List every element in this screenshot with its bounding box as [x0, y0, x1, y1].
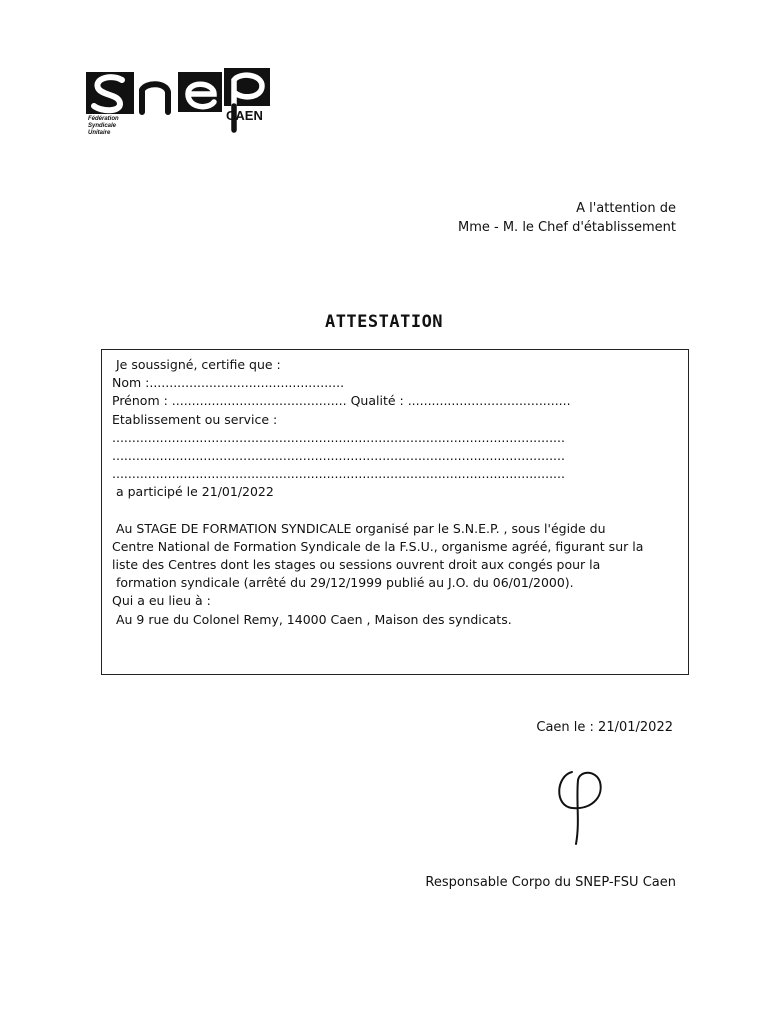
form-nom-field: Nom :.................................................	[112, 375, 345, 391]
form-dots-line: ..................................................................................................................	[112, 466, 565, 482]
logo-location: CAEN	[226, 108, 263, 123]
document-title: ATTESTATION	[324, 312, 444, 332]
form-paragraph-line: liste des Centres dont les stages ou sessions ouvrent droit aux congés pour la	[112, 557, 601, 573]
form-paragraph-line: Au 9 rue du Colonel Remy, 14000 Caen , Maison des syndicats.	[112, 611, 512, 627]
signature-drawing	[546, 762, 616, 852]
logo-caption	[88, 116, 119, 137]
form-intro: Je soussigné, certifie que :	[112, 357, 281, 372]
addressee-line-2: Mme - M. le Chef d'établissement	[458, 220, 676, 235]
form-paragraph-line: Au STAGE DE FORMATION SYNDICALE organisé par le S.N.E.P. , sous l'égide du	[112, 520, 606, 536]
form-date-line: a participé le 21/01/2022	[112, 484, 274, 500]
signer-title: Responsable Corpo du SNEP-FSU Caen	[425, 875, 676, 890]
form-etablissement-label: Etablissement ou service :	[112, 411, 278, 427]
form-prenom-qualite-field: Prénom : ............................................ Qualité : .........................................	[112, 393, 571, 409]
logo-caption-line: Syndicale	[88, 123, 117, 129]
place-date: Caen le : 21/01/2022	[536, 720, 673, 735]
form-spacer	[112, 502, 678, 520]
form-dots-line: ..................................................................................................................	[112, 429, 565, 445]
logo-caption-line: Fédération	[88, 116, 119, 122]
form-paragraph-line: formation syndicale (arrêté du 29/12/1999 publié au J.O. du 06/01/2000).	[112, 575, 574, 591]
attestation-form-box	[101, 349, 689, 675]
handwritten-signature	[546, 762, 616, 852]
form-paragraph-line: Qui a eu lieu à :	[112, 593, 211, 609]
form-dots-line: ..................................................................................................................	[112, 448, 565, 464]
logo-caption-line: Unitaire	[88, 130, 111, 136]
form-paragraph-line: Centre National de Formation Syndicale de la F.S.U., organisme agréé, figurant sur la	[112, 538, 644, 554]
snep-logo	[84, 66, 274, 142]
addressee-line-1: A l'attention de	[576, 201, 676, 216]
addressee-block	[458, 199, 676, 237]
